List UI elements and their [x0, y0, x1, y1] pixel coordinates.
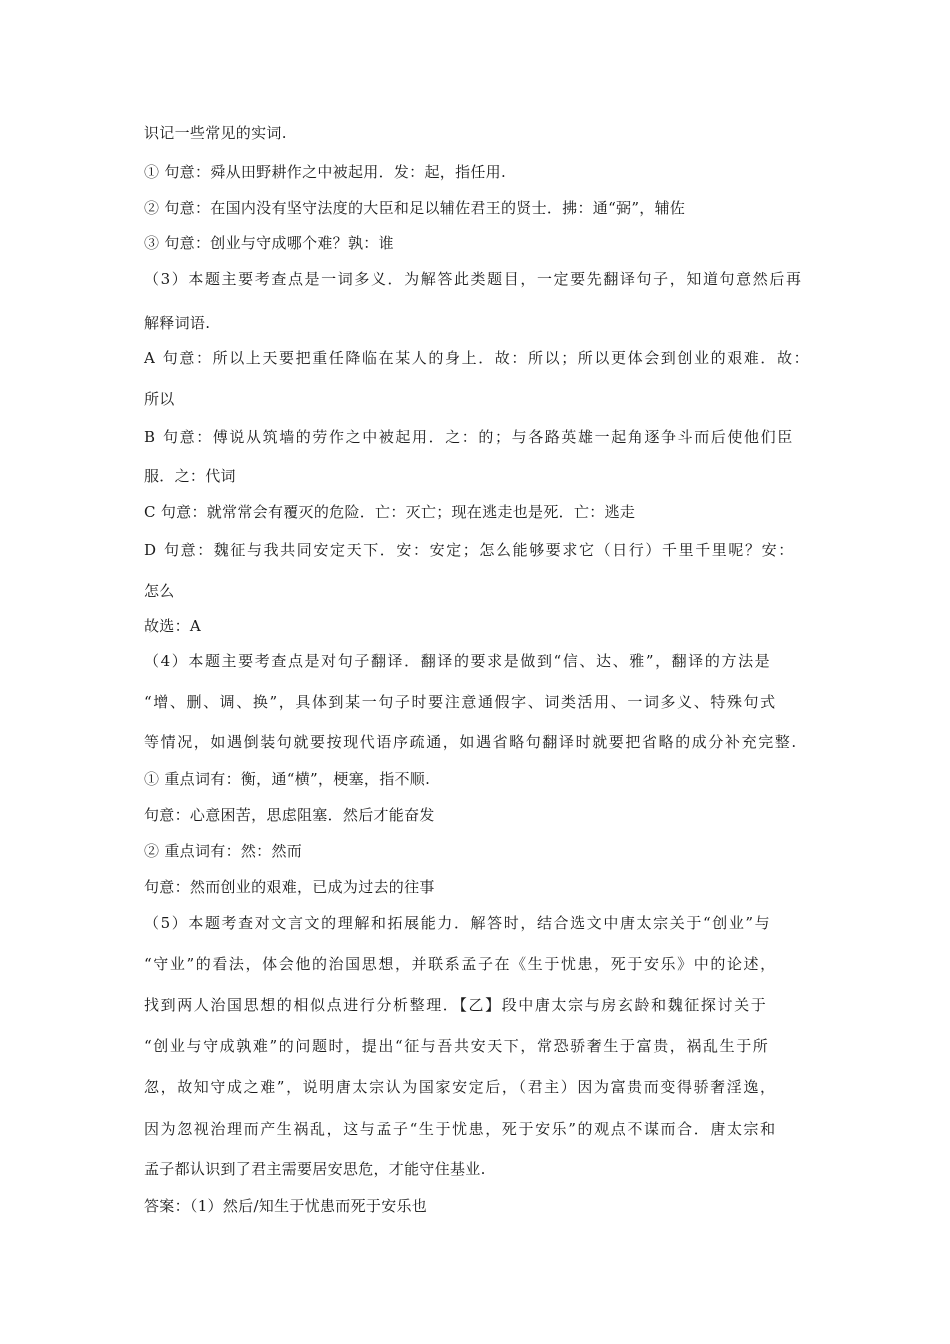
text-line: C 句意：就常常会有覆灭的危险．亡：灭亡；现在逃走也是死．亡：逃走 — [144, 503, 636, 521]
text-line: 因为忽视治理而产生祸乱，这与孟子“生于忧患，死于安乐”的观点不谋而合．唐太宗和 — [144, 1120, 777, 1138]
text-line: 找到两人治国思想的相似点进行分析整理．【乙】段中唐太宗与房玄龄和魏征探讨关于 — [144, 996, 768, 1014]
text-line: D 句意：魏征与我共同安定天下．安：安定；怎么能够要求它（日行）千里千里呢？安： — [144, 541, 795, 559]
text-line: （3）本题主要考查点是一词多义．为解答此类题目，一定要先翻译句子，知道句意然后再 — [144, 270, 803, 288]
text-line: 所以 — [144, 390, 175, 408]
text-line: ② 句意：在国内没有坚守法度的大臣和足以辅佐君王的贤士．拂：通“弼”，辅佐 — [144, 199, 686, 217]
text-line: 答案：（1）然后/知生于忧患而死于安乐也 — [144, 1197, 428, 1215]
text-line: A 句意：所以上天要把重任降临在某人的身上．故：所以；所以更体会到创业的艰难．故： — [144, 349, 811, 367]
text-line: 故选：A — [144, 617, 202, 635]
text-line: 服．之：代词 — [144, 467, 236, 485]
text-line: ③ 句意：创业与守成哪个难？孰：谁 — [144, 234, 394, 252]
text-line: 解释词语. — [144, 314, 211, 332]
text-line: ② 重点词有：然：然而 — [144, 842, 303, 860]
text-line: B 句意：傅说从筑墙的劳作之中被起用．之：的；与各路英雄一起角逐争斗而后使他们臣 — [144, 428, 794, 446]
text-line: “增、删、调、换”，具体到某一句子时要注意通假字、词类活用、一词多义、特殊句式 — [144, 693, 777, 711]
text-line: 等情况，如遇倒装句就要按现代语序疏通，如遇省略句翻译时就要把省略的成分补充完整. — [144, 733, 798, 751]
text-line: 怎么 — [144, 582, 175, 600]
text-line: 孟子都认识到了君主需要居安思危，才能守住基业. — [144, 1160, 486, 1178]
text-line: 忽，故知守成之难”，说明唐太宗认为国家安定后，（君主）因为富贵而变得骄奢淫逸， — [144, 1078, 777, 1096]
text-line: “守业”的看法，体会他的治国思想，并联系孟子在《生于忧患，死于安乐》中的论述， — [144, 955, 777, 973]
text-line: 句意：然而创业的艰难，已成为过去的往事 — [144, 878, 435, 896]
text-line: （4）本题主要考查点是对句子翻译．翻译的要求是做到“信、达、雅”，翻译的方法是 — [144, 652, 772, 670]
text-line: ① 句意：舜从田野耕作之中被起用．发：起，指任用. — [144, 163, 507, 181]
text-line: （5）本题考查对文言文的理解和拓展能力．解答时，结合选文中唐太宗关于“创业”与 — [144, 914, 772, 932]
text-line: “创业与守成孰难”的问题时，提出“征与吾共安天下，常恐骄奢生于富贵，祸乱生于所 — [144, 1037, 770, 1055]
text-line: ① 重点词有：衡，通“横”，梗塞，指不顺. — [144, 770, 431, 788]
text-line: 识记一些常见的实词. — [144, 124, 287, 142]
text-line: 句意：心意困苦，思虑阻塞．然后才能奋发 — [144, 806, 435, 824]
